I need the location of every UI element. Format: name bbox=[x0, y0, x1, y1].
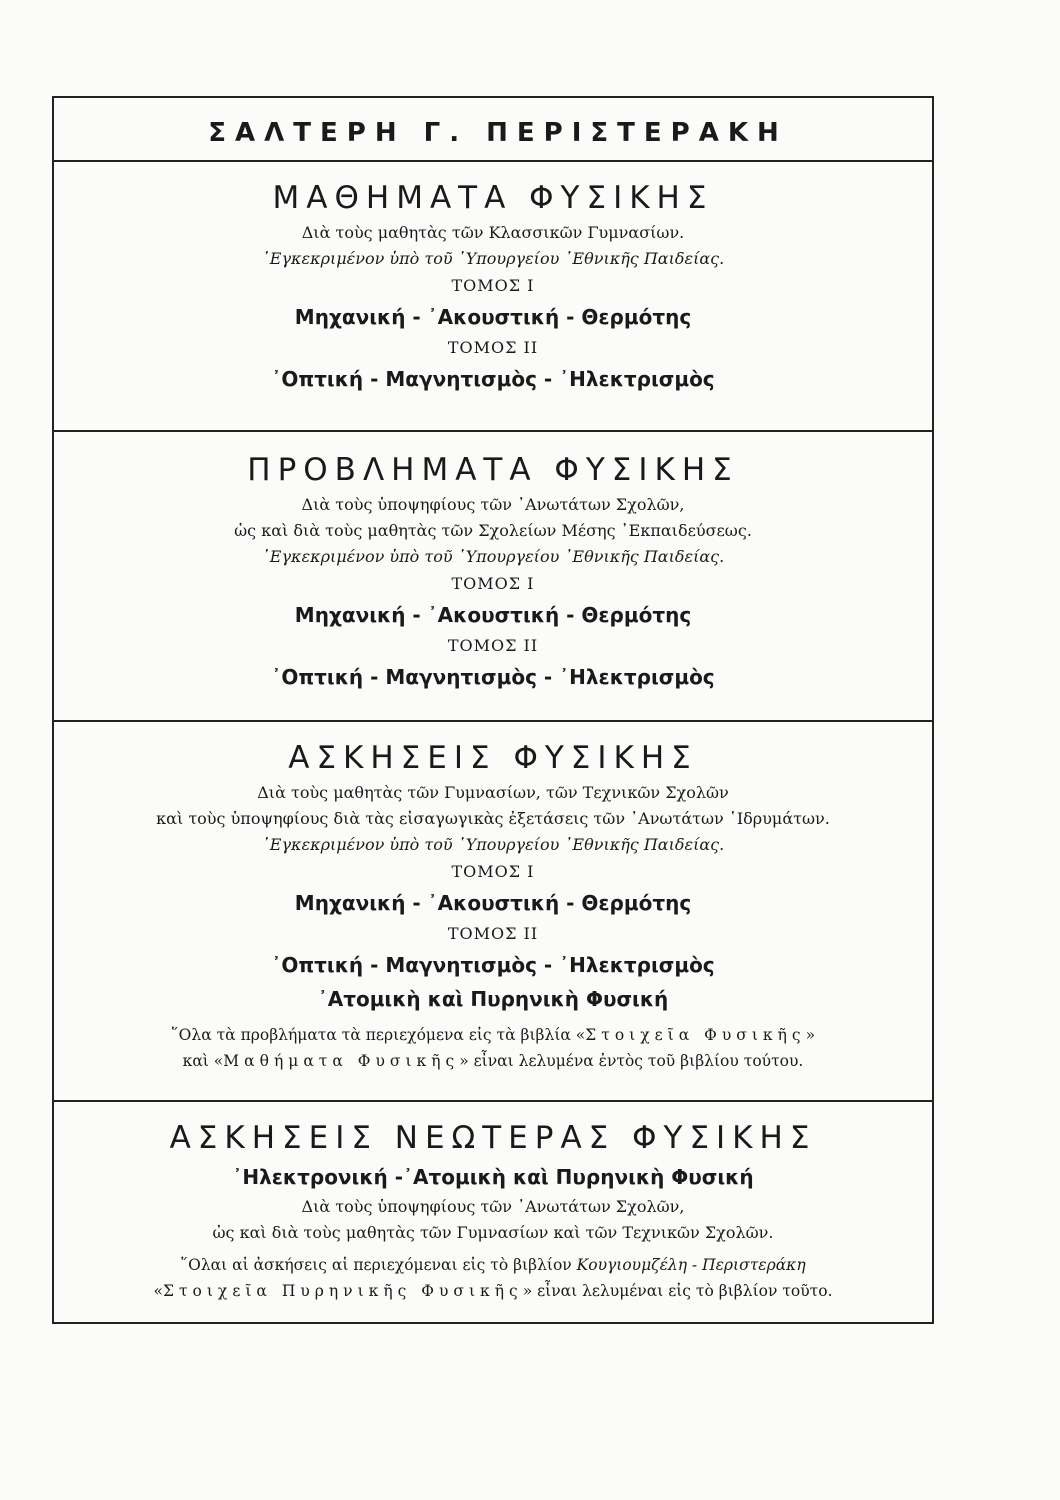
volume-label: ΤΟΜΟΣ Ι bbox=[451, 862, 535, 881]
note-text: ῞Ολα τὰ προβλήματα τὰ περιεχόμενα εἰς τὰ βιβλία « bbox=[170, 1026, 586, 1044]
section-title: ΠΡΟΒΛΗΜΑΤΑ ΦΥΣΙΚΗΣ bbox=[247, 452, 739, 488]
audience-line: Διὰ τοὺς μαθητὰς τῶν Γυμνασίων, τῶν Τεχνικῶν Σχολῶν bbox=[257, 783, 729, 802]
section-title: ΑΣΚΗΣΕΙΣ ΦΥΣΙΚΗΣ bbox=[288, 740, 698, 776]
note-text: » εἶναι λελυμένα ἐντὸς τοῦ βιβλίου τούτου. bbox=[459, 1052, 804, 1070]
catalog-frame bbox=[52, 96, 934, 1324]
volume-topics: ᾿Οπτική - Μαγνητισμὸς - ᾿Ηλεκτρισμὸς bbox=[271, 665, 715, 689]
book-title: Στοιχεῖα Φυσικῆς bbox=[585, 1026, 806, 1044]
volume-label: ΤΟΜΟΣ ΙΙ bbox=[447, 924, 539, 943]
section-subtitle: ᾿Ηλεκτρονική -᾿Ατομικὴ καὶ Πυρηνικὴ Φυσική bbox=[232, 1165, 754, 1189]
note-text: καὶ « bbox=[182, 1052, 224, 1070]
note-text: » εἶναι λελυμέναι εἰς τὸ βιβλίον τοῦτο. bbox=[522, 1282, 833, 1300]
section-title: ΜΑΘΗΜΑΤΑ ΦΥΣΙΚΗΣ bbox=[272, 180, 714, 216]
section-askiseis-fysikis bbox=[54, 722, 932, 1102]
volume-topics: Μηχανική - ᾿Ακουστική - Θερμότης bbox=[294, 305, 692, 329]
approval-line: ᾿Εγκεκριμένον ὑπὸ τοῦ ῾Υπουργείου ᾿Εθνικῆς Παιδείας. bbox=[261, 835, 725, 854]
audience-line: ὡς καὶ διὰ τοὺς μαθητὰς τῶν Γυμνασίων καὶ τῶν Τεχνικῶν Σχολῶν. bbox=[212, 1223, 774, 1242]
author-header: ΣΑΛΤΕΡΗ Γ. ΠΕΡΙΣΤΕΡΑΚΗ bbox=[54, 98, 932, 162]
audience-line: Διὰ τοὺς μαθητὰς τῶν Κλασσικῶν Γυμνασίων. bbox=[301, 223, 685, 242]
section-askiseis-neoteras-fysikis bbox=[54, 1102, 932, 1324]
note-text: « bbox=[153, 1282, 163, 1300]
book-title: Στοιχεῖα Πυρηνικῆς Φυσικῆς bbox=[162, 1282, 523, 1300]
section-mathimata-fysikis bbox=[54, 162, 932, 432]
book-authors: Κουγιουμζέλη - Περιστεράκη bbox=[576, 1256, 806, 1274]
volume-topics: Μηχανική - ᾿Ακουστική - Θερμότης bbox=[294, 603, 692, 627]
solutions-note bbox=[54, 1278, 932, 1304]
solutions-note bbox=[54, 1022, 932, 1048]
volume-label: ΤΟΜΟΣ ΙΙ bbox=[447, 636, 539, 655]
book-title: Μαθήματα Φυσικῆς bbox=[223, 1052, 460, 1070]
section-title: ΑΣΚΗΣΕΙΣ ΝΕΩΤΕΡΑΣ ΦΥΣΙΚΗΣ bbox=[169, 1120, 817, 1156]
approval-line: ᾿Εγκεκριμένον ὑπὸ τοῦ ῾Υπουργείου ᾿Εθνικῆς Παιδείας. bbox=[261, 547, 725, 566]
audience-line: καὶ τοὺς ὑποψηφίους διὰ τὰς εἰσαγωγικὰς ἐξετάσεις τῶν ᾿Ανωτάτων ῾Ιδρυμάτων. bbox=[156, 809, 830, 828]
volume-topics: ᾿Οπτική - Μαγνητισμὸς - ᾿Ηλεκτρισμὸς bbox=[271, 367, 715, 391]
note-text: » bbox=[805, 1026, 816, 1044]
solutions-note bbox=[54, 1048, 932, 1074]
volume-topics: Μηχανική - ᾿Ακουστική - Θερμότης bbox=[294, 891, 692, 915]
audience-line: Διὰ τοὺς ὑποψηφίους τῶν ᾿Ανωτάτων Σχολῶν, bbox=[301, 495, 685, 514]
approval-line: ᾿Εγκεκριμένον ὑπὸ τοῦ ῾Υπουργείου ᾿Εθνικῆς Παιδείας. bbox=[261, 249, 725, 268]
volume-label: ΤΟΜΟΣ Ι bbox=[451, 276, 535, 295]
note-text: ῞Ολαι αἱ ἀσκήσεις αἱ περιεχόμεναι εἰς τὸ βιβλίον bbox=[180, 1256, 577, 1274]
volume-label: ΤΟΜΟΣ ΙΙ bbox=[447, 338, 539, 357]
solutions-note bbox=[54, 1252, 932, 1278]
volume-topics: ᾿Ατομικὴ καὶ Πυρηνικὴ Φυσική bbox=[317, 987, 669, 1011]
volume-topics: ᾿Οπτική - Μαγνητισμὸς - ᾿Ηλεκτρισμὸς bbox=[271, 953, 715, 977]
audience-line: ὡς καὶ διὰ τοὺς μαθητὰς τῶν Σχολείων Μέσης ᾿Εκπαιδεύσεως. bbox=[234, 521, 752, 540]
section-provlimata-fysikis bbox=[54, 432, 932, 722]
audience-line: Διὰ τοὺς ὑποψηφίους τῶν ᾿Ανωτάτων Σχολῶν, bbox=[301, 1197, 685, 1216]
volume-label: ΤΟΜΟΣ Ι bbox=[451, 574, 535, 593]
